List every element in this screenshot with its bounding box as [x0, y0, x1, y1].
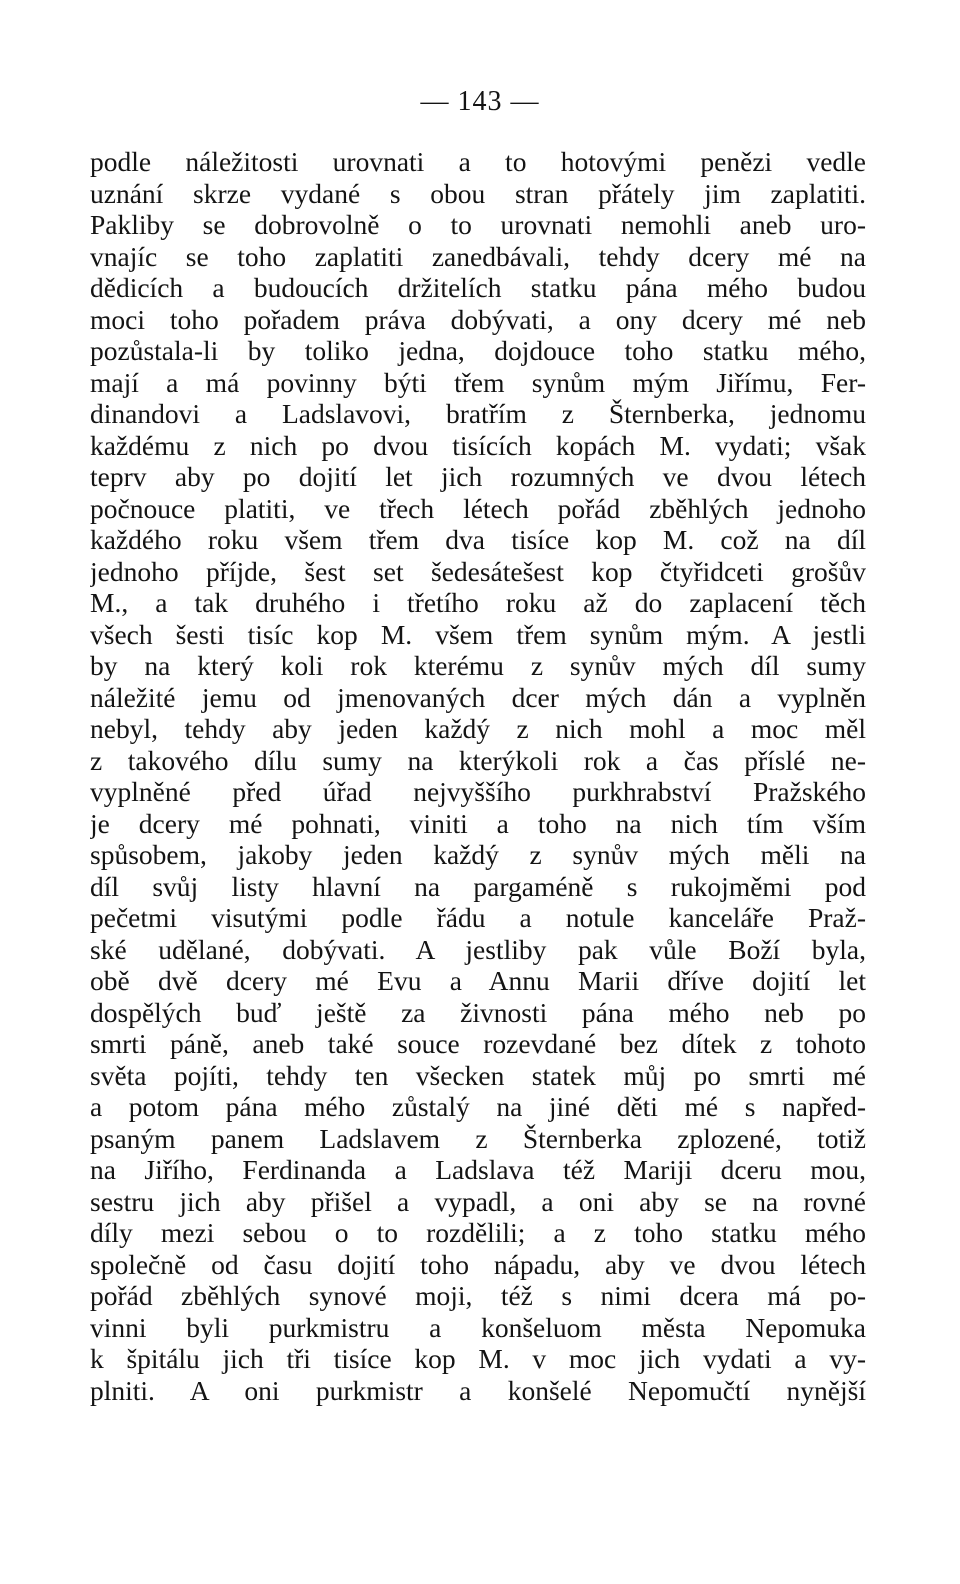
text-line: M., a tak druhého i třetího roku až do zaplacení těch	[90, 587, 866, 618]
text-line: pečetmi visutými podle řádu a notule kanceláře Praž-	[90, 902, 866, 933]
text-line: počnouce platiti, ve třech létech pořád zběhlých jednoho	[90, 492, 866, 524]
text-line: z takového dílu sumy na kterýkoli rok a čas příslé ne-	[90, 744, 866, 776]
text-line: vinni byli purkmistru a konšeluom města Nepomuka	[90, 1311, 866, 1343]
text-line: každého roku všem třem dva tisíce kop M. což na díl	[90, 524, 866, 555]
text-line: všech šesti tisíc kop M. všem třem synům mým. A jestli	[90, 618, 866, 650]
text-line: vyplněné před úřad nejvyššího purkhrabství Pražského	[90, 776, 866, 807]
text-line: vnajíc se toho zaplatiti zanedbávali, tehdy dcery mé na	[90, 240, 866, 272]
text-line: Pakliby se dobrovolně o to urovnati nemohli aneb uro-	[90, 209, 866, 240]
page-number: — 143 —	[420, 86, 540, 117]
text-line: díly mezi sebou o to rozdělili; a z toho statku mého	[90, 1217, 866, 1248]
text-line: plniti. A oni purkmistr a konšelé Nepomučtí nynější	[90, 1374, 866, 1406]
text-line: každému z nich po dvou tisících kopách M. vydati; však	[90, 429, 866, 461]
text-line: moci toho pořadem práva dobývati, a ony dcery mé neb	[90, 303, 866, 335]
text-line: dinandovi a Ladslavovi, bratřím z Šternberka, jednomu	[90, 398, 866, 429]
text-line: pozůstala-li by toliko jedna, dojdouce toho statku mého,	[90, 335, 866, 366]
text-line: mají a má povinny býti třem synům mým Jiřímu, Fer-	[90, 366, 866, 398]
text-line: je dcery mé pohnati, viniti a toho na nich tím vším	[90, 807, 866, 839]
text-line: dospělých buď ještě za živnosti pána mého neb po	[90, 996, 866, 1028]
text-line: nebyl, tehdy aby jeden každý z nich mohl a moc měl	[90, 713, 866, 744]
body-text	[90, 146, 866, 1406]
text-line: společně od času dojití toho nápadu, aby ve dvou létech	[90, 1248, 866, 1280]
text-line: spůsobem, jakoby jeden každý z synův mých měli na	[90, 839, 866, 870]
text-line: díl svůj listy hlavní na pargaméně s rukojměmi pod	[90, 870, 866, 902]
text-line: na Jiřího, Ferdinanda a Ladslava též Mariji dceru mou,	[90, 1154, 866, 1185]
text-line: obě dvě dcery mé Evu a Annu Marii dříve dojití let	[90, 965, 866, 996]
text-line: k špitálu jich tři tisíce kop M. v moc jich vydati a vy-	[90, 1343, 866, 1374]
text-line: sestru jich aby přišel a vypadl, a oni aby se na rovné	[90, 1185, 866, 1217]
text-line: ské udělané, dobývati. A jestliby pak vůle Boží byla,	[90, 933, 866, 965]
text-line: by na který koli rok kterému z synův mých díl sumy	[90, 650, 866, 681]
text-line: jednoho příjde, šest set šedesátešest kop čtyřidceti grošův	[90, 555, 866, 587]
text-line: a potom pána mého zůstalý na jiné děti mé s napřed-	[90, 1091, 866, 1122]
text-line: smrti páně, aneb také souce rozevdané bez dítek z tohoto	[90, 1028, 866, 1059]
text-line: náležité jemu od jmenovaných dcer mých dán a vyplněn	[90, 681, 866, 713]
text-line: dědicích a budoucích držitelích statku pána mého budou	[90, 272, 866, 303]
text-line: podle náležitosti urovnati a to hotovými penězi vedle	[90, 146, 866, 177]
text-line: světa pojíti, tehdy ten všecken statek můj po smrti mé	[90, 1059, 866, 1091]
text-line: uznání skrze vydané s obou stran přátely jim zaplatiti.	[90, 177, 866, 209]
text-line: teprv aby po dojití let jich rozumných ve dvou létech	[90, 461, 866, 492]
text-line: psaným panem Ladslavem z Šternberka zplozené, totiž	[90, 1122, 866, 1154]
text-line: pořád zběhlých synové moji, též s nimi dcera má po-	[90, 1280, 866, 1311]
